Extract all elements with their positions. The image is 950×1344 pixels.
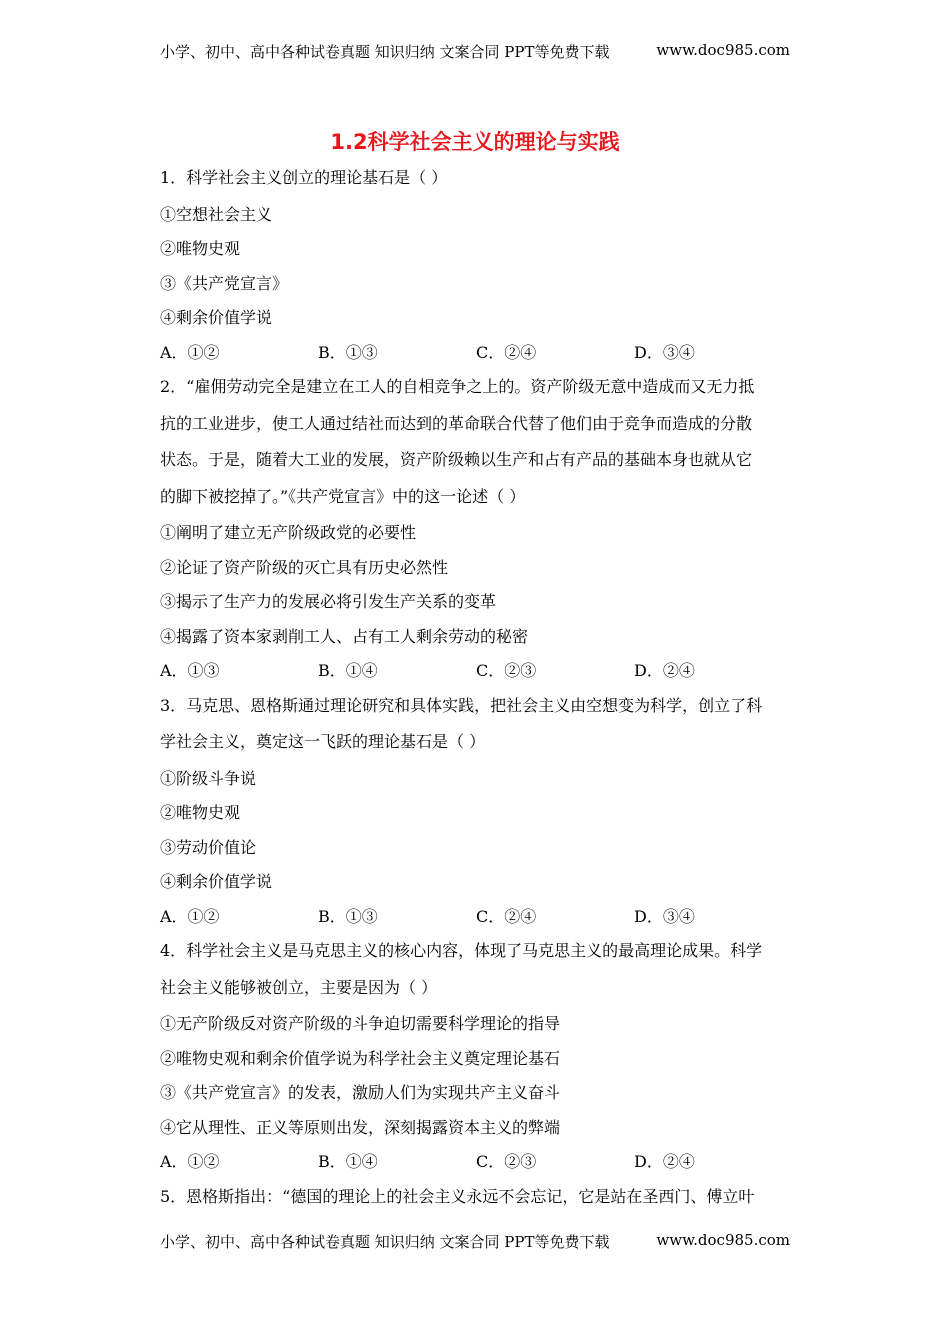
question-stem <box>160 694 792 767</box>
choice-a: A．①② <box>160 342 220 362</box>
stem-line: 2．“雇佣劳动完全是建立在工人的自相竞争之上的。资产阶级无意中造成而又无力抵 <box>160 377 755 396</box>
option-1: ①空想社会主义 <box>160 204 273 224</box>
page-footer <box>160 1231 790 1252</box>
choice-c: C．②④ <box>476 342 537 362</box>
option-2: ②论证了资产阶级的灭亡具有历史必然性 <box>160 557 449 577</box>
stem-line: 社会主义能够被创立，主要是因为（ ） <box>160 977 438 997</box>
option-3: ③劳动价值论 <box>160 837 257 857</box>
question-1 <box>160 166 792 375</box>
footer-url[interactable]: www.doc985.com <box>656 1231 790 1249</box>
option-3: ③揭示了生产力的发展必将引发生产关系的变革 <box>160 592 497 611</box>
choice-d: D．③④ <box>634 906 695 926</box>
question-stem <box>160 166 792 203</box>
choice-b: B．①④ <box>318 661 378 680</box>
stem-line: 5．恩格斯指出：“德国的理论上的社会主义永远不会忘记，它是站在圣西门、傅立叶 <box>160 1186 755 1206</box>
choice-a: A．①② <box>160 906 220 926</box>
question-4 <box>160 939 792 1185</box>
option-4: ④剩余价值学说 <box>160 308 273 327</box>
choice-c: C．②④ <box>476 906 537 926</box>
choice-c: C．②③ <box>476 661 537 680</box>
option-1: ①阐明了建立无产阶级政党的必要性 <box>160 523 417 542</box>
stem-line: 状态。于是，随着大工业的发展，资产阶级赖以生产和占有产品的基础本身也就从它 <box>160 450 753 469</box>
answer-choices <box>160 659 792 694</box>
stem-line: 3．马克思、恩格斯通过理论研究和具体实践，把社会主义由空想变为科学，创立了科 <box>160 695 763 715</box>
question-3 <box>160 694 792 940</box>
stem-line: 4．科学社会主义是马克思主义的核心内容，体现了马克思主义的最高理论成果。科学 <box>160 941 763 960</box>
option-1: ①无产阶级反对资产阶级的斗争迫切需要科学理论的指导 <box>160 1014 561 1033</box>
page-header <box>160 41 790 62</box>
question-2 <box>160 375 792 694</box>
option-2: ②唯物史观 <box>160 803 241 822</box>
question-list <box>160 166 792 1221</box>
choice-d: D．②④ <box>634 661 695 680</box>
question-stem <box>160 1185 792 1222</box>
option-2: ②唯物史观和剩余价值学说为科学社会主义奠定理论基石 <box>160 1048 561 1068</box>
stem-line: 的脚下被挖掉了。”《共产党宣言》中的这一论述（ ） <box>160 486 526 506</box>
question-stem <box>160 939 792 1012</box>
question-stem <box>160 375 792 521</box>
answer-choices <box>160 1150 792 1185</box>
choice-d: D．③④ <box>634 342 695 362</box>
stem-line: 抗的工业进步，使工人通过结社而达到的革命联合代替了他们由于竞争而造成的分散 <box>160 413 753 433</box>
choice-b: B．①④ <box>318 1152 378 1171</box>
page-title: 1.2科学社会主义的理论与实践 <box>330 130 620 154</box>
option-4: ④它从理性、正义等原则出发，深刻揭露资本主义的弊端 <box>160 1117 561 1137</box>
header-url[interactable]: www.doc985.com <box>656 41 790 59</box>
header-left-text: 小学、初中、高中各种试卷真题 知识归纳 文案合同 PPT等免费下载 <box>160 43 610 61</box>
option-1: ①阶级斗争说 <box>160 768 257 788</box>
option-4: ④剩余价值学说 <box>160 872 273 891</box>
option-3: ③《共产党宣言》的发表，激励人们为实现共产主义奋斗 <box>160 1083 561 1102</box>
choice-b: B．①③ <box>318 906 378 926</box>
option-3: ③《共产党宣言》 <box>160 273 289 293</box>
option-2: ②唯物史观 <box>160 239 241 258</box>
choice-b: B．①③ <box>318 342 378 362</box>
choice-a: A．①③ <box>160 661 220 680</box>
choice-c: C．②③ <box>476 1152 537 1171</box>
footer-left-text: 小学、初中、高中各种试卷真题 知识归纳 文案合同 PPT等免费下载 <box>160 1233 610 1251</box>
option-4: ④揭露了资本家剥削工人、占有工人剩余劳动的秘密 <box>160 626 529 646</box>
answer-choices <box>160 341 792 376</box>
choice-d: D．②④ <box>634 1152 695 1171</box>
choice-a: A．①② <box>160 1152 220 1171</box>
answer-choices <box>160 905 792 940</box>
stem-line: 学社会主义，奠定这一飞跃的理论基石是（ ） <box>160 732 486 751</box>
question-5 <box>160 1185 792 1222</box>
stem-line: 1．科学社会主义创立的理论基石是（ ） <box>160 168 448 187</box>
